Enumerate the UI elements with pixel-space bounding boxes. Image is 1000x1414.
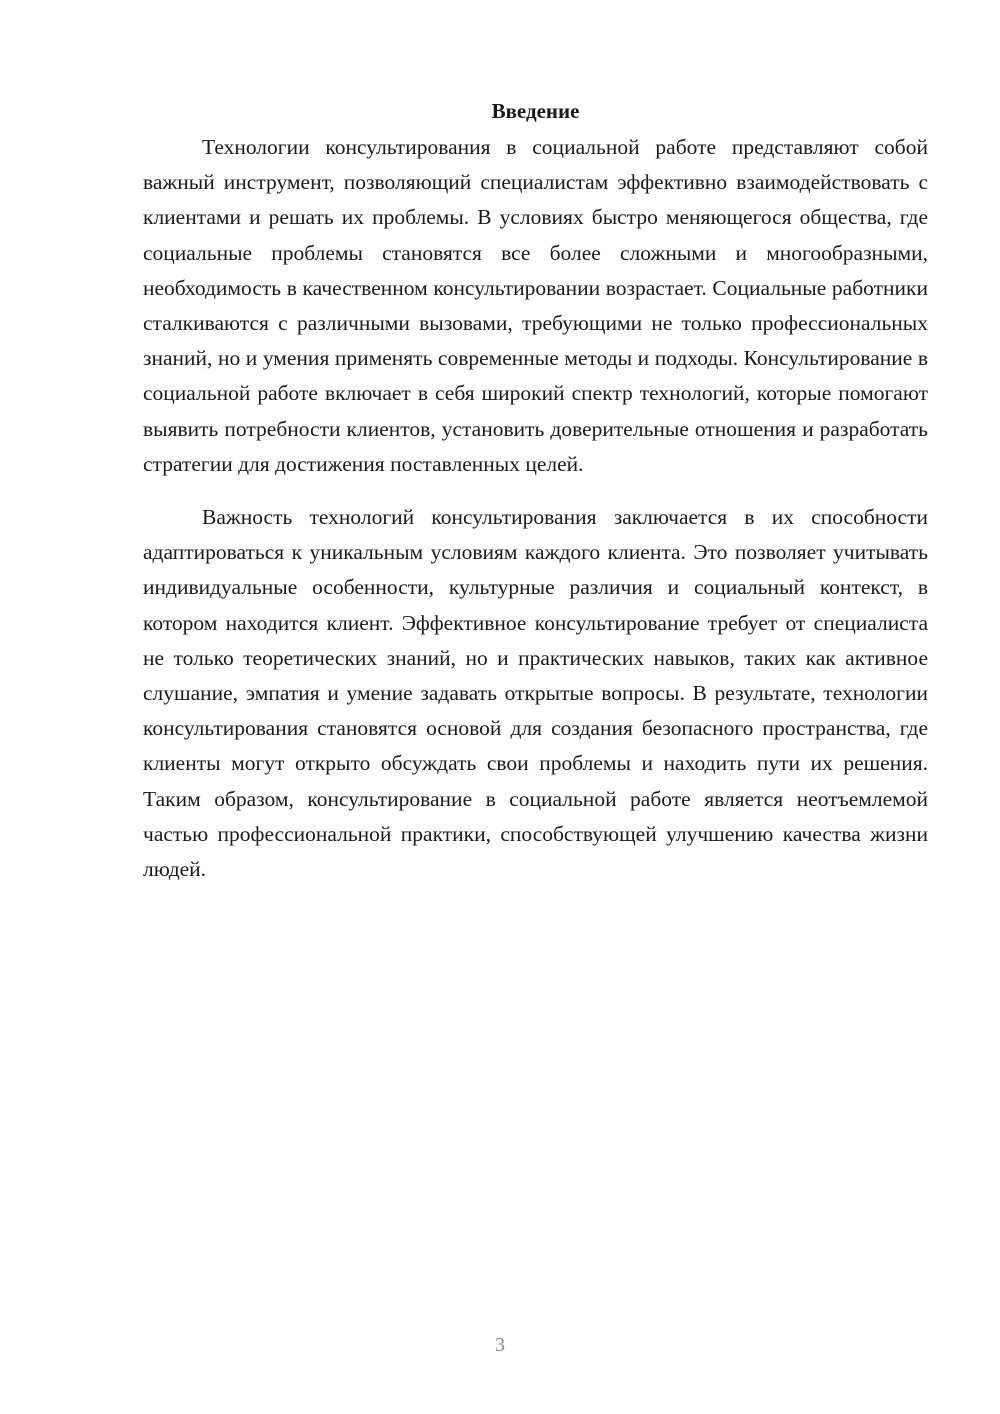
page-content — [143, 96, 928, 887]
paragraph-2: Важность технологий консультирования заключается в их способности адаптироваться к уникальным условиям каждого клиента. Это позволяет учитывать индивидуальные особенности, культурные различия и социальный контекст, в котором находится клиент. Эффективное консультирование требует от специалиста не только теоретических знаний, но и практических навыков, таких как активное слушание, эмпатия и умение задавать открытые вопросы. В результате, технологии консультирования становятся основой для создания безопасного пространства, где клиенты могут открыто обсуждать свои проблемы и находить пути их решения. Таким образом, консультирование в социальной работе является неотъемлемой частью профессиональной практики, способствующей улучшению качества жизни людей. — [143, 505, 928, 882]
section-heading: Введение — [491, 99, 580, 123]
paragraph-1: Технологии консультирования в социальной работе представляют собой важный инструмент, позволяющий специалистам эффективно взаимодействовать с клиентами и решать их проблемы. В условиях быстро меняющегося общества, где социальные проблемы становятся все более сложными и многообразными, необходимость в качественном консультировании возрастает. Социальные работники сталкиваются с различными вызовами, требующими не только профессиональных знаний, но и умения применять современные методы и подходы. Консультирование в социальной работе включает в себя широкий спектр технологий, которые помогают выявить потребности клиентов, установить доверительные отношения и разработать стратегии для достижения поставленных целей. — [143, 135, 928, 476]
page-number: 3 — [495, 1334, 505, 1356]
